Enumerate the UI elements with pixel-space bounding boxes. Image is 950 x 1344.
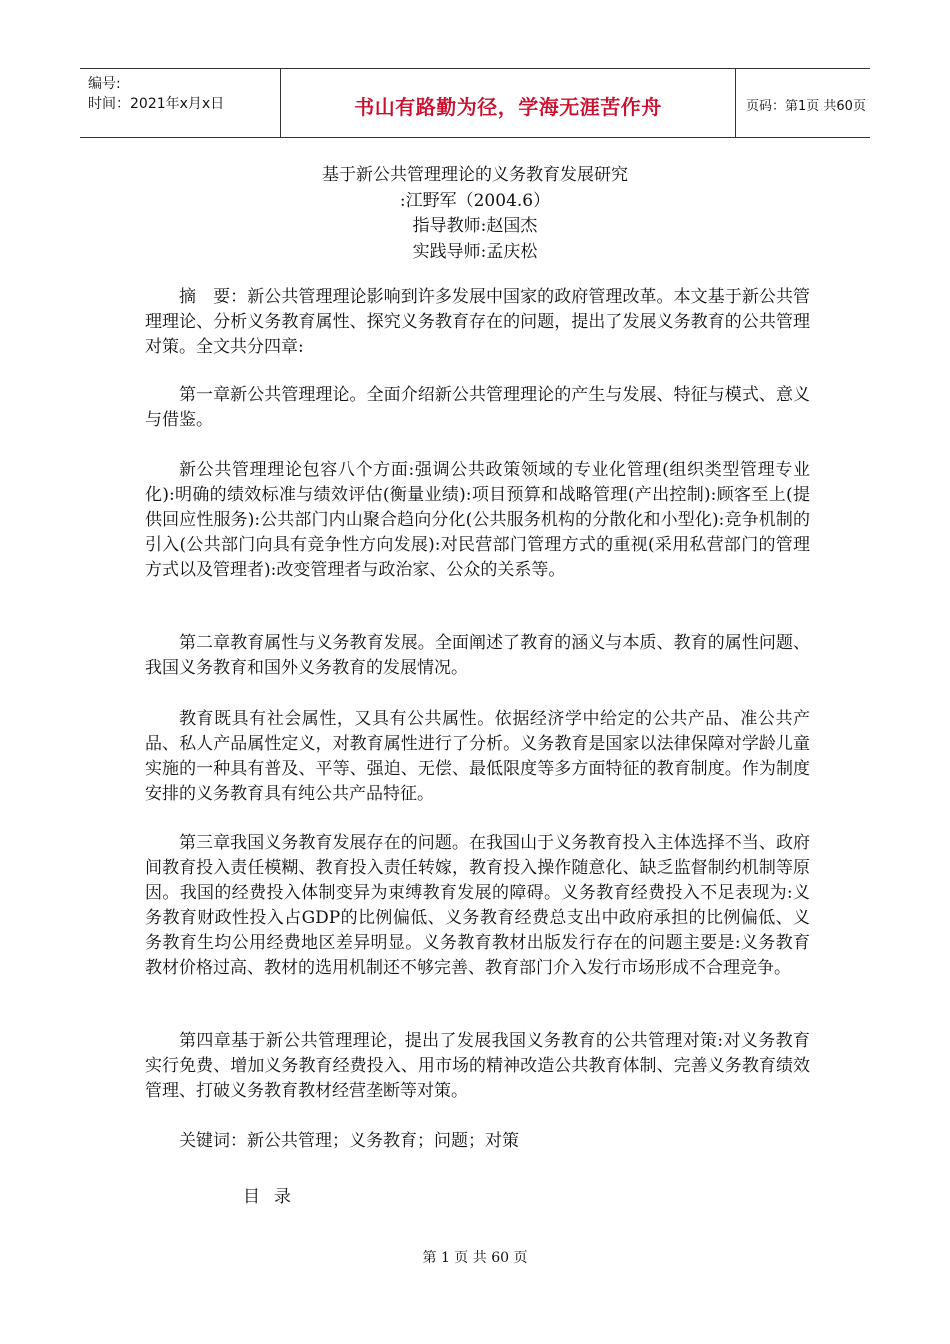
page-footer: 第 1 页 共 60 页	[422, 1250, 528, 1266]
toc-heading: 目录	[243, 1187, 305, 1207]
page-header	[80, 68, 870, 138]
keywords-paragraph: 关键词：新公共管理；义务教育；问题；对策	[179, 1131, 519, 1151]
document-practice-advisor: 实践导师:孟庆松	[412, 242, 538, 262]
chapter-one-paragraph: 第一章新公共管理理论。全面介绍新公共管理理论的产生与发展、特征与模式、意义与借鉴。	[145, 385, 810, 430]
header-motto: 书山有路勤为径，学海无涯苦作舟	[354, 95, 662, 119]
document-title: 基于新公共管理理论的义务教育发展研究	[322, 165, 628, 185]
header-motto-cell	[280, 69, 736, 137]
header-page-cell	[736, 69, 870, 137]
header-page-info: 页码：第1页 共60页	[746, 99, 866, 114]
document-number-label: 编号:	[88, 76, 121, 92]
header-meta-cell	[80, 69, 280, 137]
chapter-three-paragraph: 第三章我国义务教育发展存在的问题。在我国山于义务教育投入主体选择不当、政府间教育投入责任模糊、教育投入责任转嫁，教育投入操作随意化、缺乏监督制约机制等原因。我国的经费投入体制变异为束缚教育发展的障碍。义务教育经费投入不足表现为:义务教育财政性投入占GDP的比例偏低、义务教育经费总支出中政府承担的比例偏低、义务教育生均公用经费地区差异明显。义务教育教材出版发行存在的问题主要是:义务教育教材价格过高、教材的选用机制还不够完善、教育部门介入发行市场形成不合理竞争。	[145, 833, 810, 978]
npm-aspects-paragraph: 新公共管理理论包容八个方面:强调公共政策领域的专业化管理(组织类型管理专业化):明确的绩效标准与绩效评估(衡量业绩):项目预算和战略管理(产出控制):顾客至上(提供回应性服务):公共部门内山聚合趋向分化(公共服务机构的分散化和小型化):竞争机制的引入(公共部门向具有竞争性方向发展):对民营部门管理方式的重视(采用私营部门的管理方式以及管理者):改变管理者与政治家、公众的关系等。	[145, 460, 810, 580]
abstract-paragraph: 摘 要：新公共管理理论影响到许多发展中国家的政府管理改革。本文基于新公共管理理论、分析义务教育属性、探究义务教育存在的问题，提出了发展义务教育的公共管理对策。全文共分四章:	[145, 287, 810, 357]
education-attributes-paragraph: 教育既具有社会属性，又具有公共属性。依据经济学中给定的公共产品、准公共产品、私人产品属性定义，对教育属性进行了分析。义务教育是国家以法律保障对学龄儿童实施的一种具有普及、平等、强迫、无偿、最低限度等多方面特征的教育制度。作为制度安排的义务教育具有纯公共产品特征。	[145, 709, 810, 804]
document-time-label: 时间：2021年x月x日	[88, 96, 225, 112]
document-advisor: 指导教师:赵国杰	[412, 216, 538, 236]
chapter-two-paragraph: 第二章教育属性与义务教育发展。全面阐述了教育的涵义与本质、教育的属性问题、我国义务教育和国外义务教育的发展情况。	[145, 633, 810, 678]
chapter-four-paragraph: 第四章基于新公共管理理论，提出了发展我国义务教育的公共管理对策:对义务教育实行免费、增加义务教育经费投入、用市场的精神改造公共教育体制、完善义务教育绩效管理、打破义务教育教材经营垄断等对策。	[145, 1031, 810, 1101]
document-author: :江野军（2004.6）	[399, 191, 551, 211]
